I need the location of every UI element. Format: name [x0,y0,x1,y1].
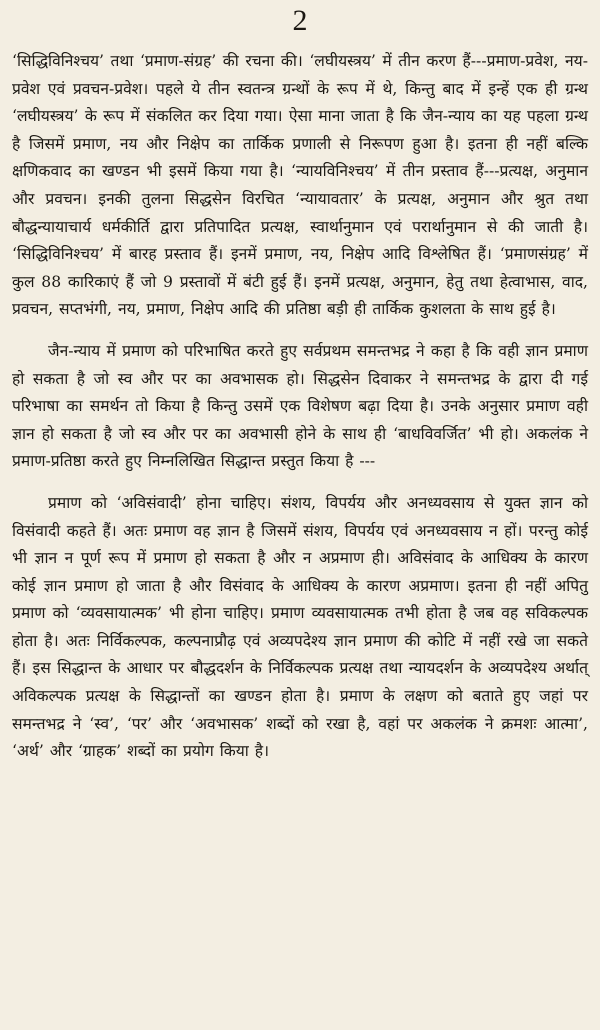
page-number: 2 [292,4,308,37]
paragraph-2: जैन-न्याय में प्रमाण को परिभाषित करते हुए सर्वप्रथम समन्तभद्र ने कहा है कि वही ज्ञान प्रमाण हो सकता है जो स्व और पर का अवभासक हो। सिद्धसेन दिवाकर ने समन्तभद्र के द्वारा दी गई परिभाषा का समर्थन तो किया है किन्तु उसमें एक विशेषण बढ़ा दिया है। उनके अनुसार प्रमाण वही ज्ञान हो सकता है जो स्व और पर का अवभासी होने के साथ ही ‘बाधविवर्जित’ भी हो। अकलंक ने प्रमाण-प्रतिष्ठा करते हुए निम्नलिखित सिद्धान्त प्रस्तुत किया है --- [12,341,588,471]
paragraph-1: ‘सिद्धिविनिश्चय’ तथा ‘प्रमाण-संग्रह’ की रचना की। ‘लघीयस्त्रय’ में तीन करण हैं---प्रमाण-प्रवेश, नय-प्रवेश एवं प्रवचन-प्रवेश। पहले ये तीन स्वतन्त्र ग्रन्थों के रूप में थे, किन्तु बाद में इन्हें एक ही ग्रन्थ ‘लघीयस्त्रय’ के रूप में संकलित कर दिया गया। ऐसा माना जाता है कि जैन-न्याय का यह पहला ग्रन्थ है जिसमें प्रमाण, नय और निक्षेप का तार्किक प्रणाली से निरूपण हुआ है। इतना ही नहीं बल्कि क्षणिकवाद का खण्डन भी इसमें किया गया है। ‘न्यायविनिश्चय’ में तीन प्रस्ताव हैं---प्रत्यक्ष, अनुमान और प्रवचन। इनकी तुलना सिद्धसेन विरचित ‘न्यायावतार’ के प्रत्यक्ष, अनुमान और श्रुत तथा बौद्धन्यायाचार्य धर्मकीर्ति द्वारा प्रतिपादित प्रत्यक्ष, स्वार्थानुमान एवं परार्थानुमान से की जाती है। ‘सिद्धिविनिश्चय’ में बारह प्रस्ताव हैं। इनमें प्रमाण, नय, निक्षेप आदि विश्लेषित हैं। ‘प्रमाणसंग्रह’ में कुल 88 कारिकाएं हैं जो 9 प्रस्तावों में बंटी हुई हैं। इनमें प्रत्यक्ष, अनुमान, हेतु तथा हेत्वाभास, वाद, प्रवचन, सप्तभंगी, नय, प्रमाण, निक्षेप आदि की प्रतिष्ठा बड़ी ही तार्किक कुशलता के साथ हुई है। [12,52,588,319]
paragraph-3: प्रमाण को ‘अविसंवादी’ होना चाहिए। संशय, विपर्यय और अनध्यवसाय से युक्त ज्ञान को विसंवादी कहते हैं। अतः प्रमाण वह ज्ञान है जिसमें संशय, विपर्यय एवं अनध्यवसाय न हों। परन्तु कोई भी ज्ञान न पूर्ण रूप में प्रमाण हो सकता है और न अप्रमाण ही। अविसंवाद के आधिक्य के कारण कोई ज्ञान प्रमाण हो जाता है और विसंवाद के आधिक्य के कारण अप्रमाण। इतना ही नहीं अपितु प्रमाण को ‘व्यवसायात्मक’ भी होना चाहिए। प्रमाण व्यवसायात्मक तभी होता है जब वह सविकल्पक होता है। अतः निर्विकल्पक, कल्पनाप्रौढ़ एवं अव्यपदेश्य ज्ञान प्रमाण की कोटि में नहीं रखे जा सकते हैं। इस सिद्धान्त के आधार पर बौद्धदर्शन के निर्विकल्पक प्रत्यक्ष तथा न्यायदर्शन के अव्यपदेश्य अर्थात् अविकल्पक प्रत्यक्ष के सिद्धान्तों का खण्डन होता है। प्रमाण के लक्षण को बताते हुए जहां पर समन्तभद्र ने ‘स्व’, ‘पर’ और ‘अवभासक’ शब्दों को रखा है, वहां पर अकलंक ने क्रमशः आत्मा’, ‘अर्थ’ और ‘ग्राहक’ शब्दों का प्रयोग किया है। [12,493,588,761]
